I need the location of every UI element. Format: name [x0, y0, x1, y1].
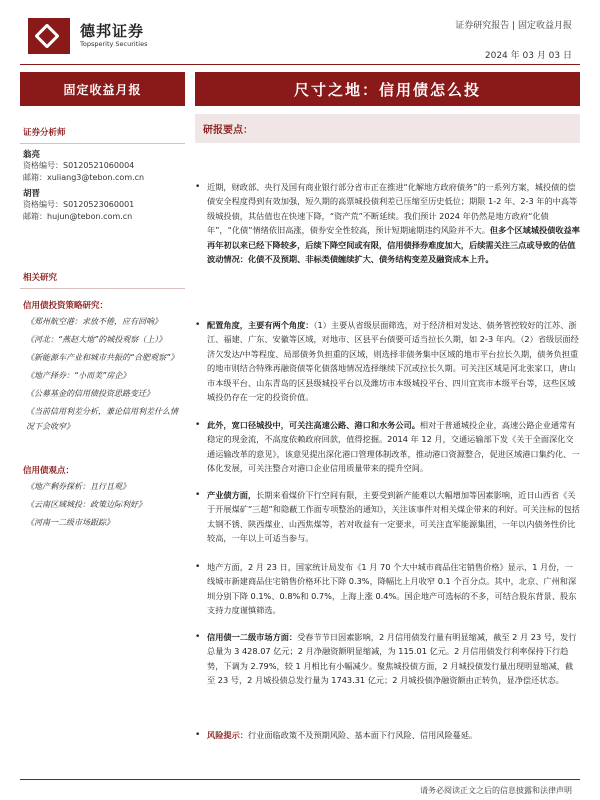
bullet-icon: • — [195, 562, 201, 572]
related-report-link[interactable]: 《地产剩券探析：且行且观》 — [26, 482, 130, 491]
related-report-link[interactable]: 《河北：“燕赵大地”的城投观察（上）》 — [26, 335, 167, 344]
related-research-title: 相关研究 — [23, 273, 58, 283]
related-report-link[interactable]: 《地产择券：“小而美”房企》 — [26, 371, 131, 380]
point-text: 长期来看煤价下行空间有限，主要受到新产能难以大幅增加等因素影响，近日山西省《关于开展煤矿“三超”和隐蔽工作面专项整治的通知》，关注该事件对相关煤企带来的利好。可关注标的包括太钢不锈、陕西煤业、山西焦煤等，若对收益有一定要求，可关注直军能源集团，一年以内债务性价比较高，一年以上可适当参与。 — [207, 490, 580, 544]
related-report-link[interactable]: 《河南一二级市场跟踪》 — [26, 518, 114, 527]
bullet-icon: • — [195, 730, 201, 740]
analyst-name: 胡晋 — [23, 189, 41, 199]
point-text: （1）主要从省级层面筛选，对于经济相对发达、债务管控较好的江苏、浙江、福建、广东、安徽等区域，对地市、区县平台债要可适当拉长久期，如 2-3 年内。（2）省级层面经济欠发达/中等程度、局部债务负担重的区域，则选择非债务集中区域的地市平台拉长久期，债务负担重的地市则结合特殊再融资债等化债落地情况选择继续下沉或拉长久期。可关注区域是河北张家口，唐山市本级平台、山东青岛的区县级城投平台以及潍坊市本级城投平台、四川宜宾市本级平台等，这些区域城投仍存在一定的投资价值。 — [207, 320, 579, 403]
bullet-icon: • — [195, 320, 201, 330]
report-title: 尺寸之地：信用债怎么投 — [195, 72, 580, 106]
bullet-icon: • — [195, 420, 201, 430]
divider — [20, 288, 185, 289]
analyst-email: 邮箱：xuliang3@tebon.com.cn — [23, 173, 145, 182]
document-type: 证券研究报告 | 固定收益月报 — [455, 21, 572, 31]
related-report-link[interactable]: 《郑州航空港：求放不倦，应有回响》 — [26, 317, 162, 326]
brand-name-en: Topsperity Securities — [80, 40, 148, 48]
header-divider — [20, 64, 580, 65]
sidebar — [20, 72, 185, 530]
related-report-link[interactable]: 《公募基金的信用债投资思路变迁》 — [26, 389, 154, 398]
point-lead: 风险提示： — [207, 730, 248, 740]
key-point — [195, 180, 580, 266]
related-report-link[interactable]: 《云南区域城投：政策边际利好》 — [26, 500, 146, 509]
related-group-title: 信用债投资策略研究： — [23, 301, 109, 311]
point-text: 受春节节日因素影响，2 月信用债发行量有明显缩减，截至 2 月 23 号，发行总量为 3 428.07 亿元；2 月净融资额明显缩减，为 115.01 亿元。2 月信用债发行利率保持下行趋势，下调为 2.79%，较 1 月相比有小幅减少。聚焦城投债方面，2 月城投债发行量出现明显缩减，截至 23 号，2 月城投债总发行量为 1743.31 亿元；2 月城投债净融资额由正转负，显净偿还状态。 — [207, 632, 577, 686]
key-point — [195, 418, 580, 476]
key-point — [195, 488, 580, 546]
analyst-block — [20, 148, 185, 184]
section-heading: 研报要点： — [195, 114, 580, 143]
analyst-name: 翁亮 — [23, 150, 41, 160]
report-header — [0, 0, 600, 70]
point-emphasis: 但多个区域城投债收益率再年初以来已经下降较多，后续下降空间或有限，信用债择券难度加大，后续需关注三点或导致的估值波动情况：化债不及预期、非标类债缠续扩大、债务结构变差及融资成本上升。 — [207, 225, 580, 265]
footer-divider — [20, 779, 580, 780]
sidebar-banner: 固定收益月报 — [20, 72, 185, 106]
bullet-icon: • — [195, 490, 201, 500]
key-point — [195, 560, 580, 618]
divider — [20, 143, 185, 144]
point-text: 近期，财政部、央行及国有商业银行部分省市正在推进“化解地方政府债务”的一系列方案，城投债的偿债安全程度得到有效加强，短久期的高票城投债利差已压缩至历史低位；期限 1-2 年、2-3 年的中高等级城投债，其估值也在快速下降，“资产荒”不断延续。我们预计 2024 年仍然是地方政府“化债年”，“化债”情绪依旧高涨，债券安全性较高，预计短期逾期违约风险并不大。 — [207, 182, 578, 236]
analyst-cert: 资格编号：S0120523060001 — [23, 200, 135, 209]
key-point — [195, 318, 580, 404]
main-content — [195, 72, 580, 143]
related-report-link[interactable]: 《新能源车产业和城市共振的“合肥观察”》 — [26, 353, 179, 362]
bullet-icon: • — [195, 182, 201, 192]
point-lead: 信用债一二级市场方面： — [207, 632, 298, 642]
analyst-cert: 资格编号：S0120521060004 — [23, 161, 135, 170]
analyst-email: 邮箱：hujun@tebon.com.cn — [23, 212, 133, 221]
point-lead: 配置角度，主要有两个角度： — [207, 320, 314, 330]
point-text: 行业面临政策不及预期风险、基本面下行风险、信用风险蔓延。 — [247, 730, 478, 740]
analyst-section-title: 证券分析师 — [23, 128, 66, 138]
analyst-block — [20, 187, 185, 223]
point-lead: 此外，宽口径城投中，可关注高速公路、港口和水务公司。 — [207, 420, 420, 430]
point-text: 相对于普通城投企业，高速公路企业通常有稳定的现金流，不高度依赖政府回款，值得挖掘。2014 年 12 月，交通运输部下发《关于全面深化交通运输改革的意见》，该意见提出深化港口管理体制改革，推动港口资源整合，促进区域港口集约化、一体化发展，可关注整合对港口企业信用质量带来的提升空间。 — [207, 420, 580, 474]
related-report-link[interactable]: 《当前信用利差分析，兼论信用利差什么情况下会收窄》 — [26, 407, 178, 431]
report-date: 2024 年 03 月 03 日 — [484, 51, 572, 61]
point-text: 地产方面，2 月 23 日，国家统计局发布《1 月 70 个大中城市商品住宅销售价格》显示，1 月份，一线城市新建商品住宅销售价格环比下降 0.3%，降幅比上月收窄 0.1 个百分点。其中，北京、广州和深圳分别下降 0.1%、0.8%和 0.7%，上海上涨 0.4%。国企地产可选标的不多，可结合股东背景、股东支持力度谨慎筛选。 — [207, 562, 577, 616]
brand-logo-icon — [28, 18, 70, 54]
point-lead: 产业债方面， — [207, 490, 257, 500]
key-point — [195, 630, 580, 688]
risk-warning — [195, 728, 580, 742]
footer-disclaimer: 请务必阅读正文之后的信息披露和法律声明 — [420, 786, 572, 795]
related-group-title: 信用债观点： — [23, 466, 75, 476]
bullet-icon: • — [195, 632, 201, 642]
brand-name-cn: 德邦证券 — [80, 22, 145, 40]
